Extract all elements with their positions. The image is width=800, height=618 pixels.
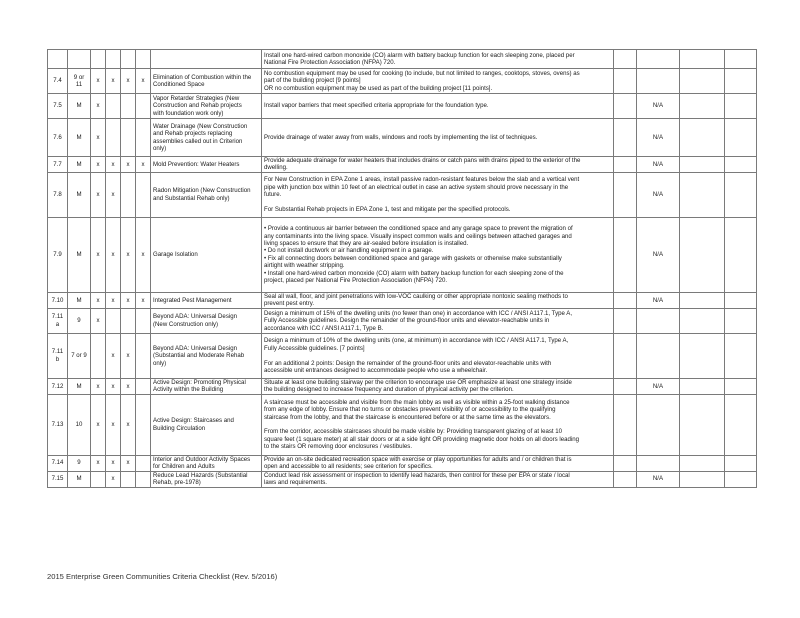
description-line: A staircase must be accessible and visible from the main lobby as well as visible within a 25-foot walking distance	[264, 398, 570, 406]
criterion-name	[151, 157, 262, 173]
not-applicable-cell	[637, 394, 680, 455]
description-line: laws and requirements.	[264, 479, 327, 487]
description-line: future.	[264, 191, 282, 199]
description-line: OR no combustion equipment may be used as part of the building project [11 points].	[264, 84, 493, 92]
description-line: Conduct lead risk assessment or inspection to identify lead hazards, then control for these per EPA or state / local	[264, 471, 570, 479]
checkbox-cell	[614, 308, 637, 333]
description-line: living spaces to ensure that they are air-sealed before insulation is installed.	[264, 240, 469, 247]
criterion-name-line: Radon Mitigation (New Construction	[153, 187, 251, 195]
applicability-mark	[91, 50, 106, 69]
points-value: 9	[68, 455, 91, 471]
description-line: National Fire Protection Association (NFPA) 720.	[264, 59, 396, 66]
applicability-mark: x	[91, 94, 106, 119]
notes-cell	[680, 172, 725, 217]
applicability-mark: x	[121, 394, 136, 455]
applicability-mark	[136, 455, 151, 471]
page-footer: 2015 Enterprise Green Communities Criteria Checklist (Rev. 5/2016)	[47, 572, 278, 581]
description-line: any contaminants into the living space. Visually inspect common walls and ceilings between attached garages and	[264, 232, 572, 240]
applicability-mark: x	[106, 157, 121, 173]
criterion-description	[262, 157, 614, 173]
criterion-number: 7.11 b	[48, 333, 68, 378]
applicability-mark	[136, 378, 151, 394]
criterion-name	[151, 308, 262, 333]
applicability-mark: x	[91, 292, 106, 308]
applicability-mark: x	[91, 172, 106, 217]
points-value: 9 or 11	[68, 69, 91, 94]
points-value	[68, 50, 91, 69]
notes-cell	[725, 69, 757, 94]
criterion-name-line: and Substantial Rehab only)	[153, 194, 230, 202]
description-line: dwelling.	[264, 164, 288, 172]
criterion-name	[151, 471, 262, 487]
criterion-name	[151, 378, 262, 394]
notes-cell	[725, 157, 757, 173]
description-line: Provide an on-site dedicated recreation space with exercise or play opportunities for adults and / or children that is	[264, 455, 572, 463]
checkbox-cell	[614, 378, 637, 394]
criteria-row	[48, 119, 757, 157]
criterion-number: 7.14	[48, 455, 68, 471]
applicability-mark	[121, 172, 136, 217]
criterion-name-line: Active Design: Promoting Physical	[153, 378, 246, 386]
applicability-mark	[106, 50, 121, 69]
applicability-mark: x	[91, 378, 106, 394]
applicability-mark: x	[91, 308, 106, 333]
criterion-name	[151, 172, 262, 217]
criterion-name-line: for Children and Adults	[153, 463, 215, 471]
not-applicable-cell: N/A	[637, 157, 680, 173]
applicability-mark: x	[106, 394, 121, 455]
notes-cell	[725, 50, 757, 69]
applicability-mark	[106, 119, 121, 157]
criterion-number: 7.10	[48, 292, 68, 308]
notes-cell	[725, 119, 757, 157]
applicability-mark	[106, 308, 121, 333]
criterion-number: 7.13	[48, 394, 68, 455]
description-line: staircase from the lobby, and that the staircase is encountered before or at the same time as the elevators.	[264, 413, 551, 421]
criterion-description	[262, 50, 614, 69]
description-line: airtight with weather stripping.	[264, 262, 345, 270]
criteria-row	[48, 157, 757, 173]
description-line: • Install one hard-wired carbon monoxide (CO) alarm with battery backup function for each sleeping zone of the	[264, 269, 564, 277]
points-value: 10	[68, 394, 91, 455]
criterion-name	[151, 455, 262, 471]
criteria-table-body	[48, 50, 757, 488]
description-line: For an additional 2 points: Design the remainder of the ground-floor units and elevator-reachable units with	[264, 359, 552, 367]
applicability-mark	[121, 94, 136, 119]
applicability-mark: x	[106, 378, 121, 394]
criterion-name-line: and Rehab projects replacing	[153, 130, 233, 138]
not-applicable-cell: N/A	[637, 378, 680, 394]
applicability-mark: x	[121, 69, 136, 94]
criterion-description	[262, 308, 614, 333]
description-line: project, placed per National Fire Protection Association (NFPA) 720.	[264, 277, 448, 285]
criterion-name-line: Interior and Outdoor Activity Spaces	[153, 455, 251, 463]
checkbox-cell	[614, 94, 637, 119]
checkbox-cell	[614, 157, 637, 173]
criterion-name-line: Rehab, pre-1978)	[153, 479, 201, 487]
criteria-row	[48, 455, 757, 471]
criterion-name	[151, 333, 262, 378]
criterion-name-line: Activity within the Building	[153, 386, 224, 394]
description-spacer	[264, 352, 611, 359]
criterion-number	[48, 50, 68, 69]
criteria-row	[48, 292, 757, 308]
criteria-row	[48, 333, 757, 378]
description-line: Provide drainage of water away from walls, windows and roofs by implementing the list of techniques.	[264, 133, 538, 141]
criterion-description	[262, 217, 614, 292]
applicability-mark: x	[136, 292, 151, 308]
criterion-name	[151, 69, 262, 94]
not-applicable-cell: N/A	[637, 292, 680, 308]
applicability-mark: x	[91, 455, 106, 471]
checkbox-cell	[614, 119, 637, 157]
notes-cell	[725, 394, 757, 455]
criterion-name-line: Construction and Rehab projects	[153, 102, 242, 110]
criterion-number: 7.11 a	[48, 308, 68, 333]
description-line: No combustion equipment may be used for cooking (to include, but not limited to ranges, cooktops, stoves, ovens) as	[264, 69, 580, 77]
not-applicable-cell: N/A	[637, 94, 680, 119]
notes-cell	[725, 455, 757, 471]
criterion-number: 7.8	[48, 172, 68, 217]
points-value: M	[68, 217, 91, 292]
description-line: accessible unit entrances designed to accommodate people who use a wheelchair.	[264, 366, 488, 374]
notes-cell	[725, 471, 757, 487]
applicability-mark	[121, 471, 136, 487]
criterion-name-line: Water Drainage (New Construction	[153, 122, 248, 130]
not-applicable-cell	[637, 50, 680, 69]
applicability-mark	[136, 94, 151, 119]
description-line: Situate at least one building stairway per the criterion to encourage use OR emphasize at least one strategy inside	[264, 378, 572, 386]
description-line: Design a minimum of 10% of the dwelling units (one, at minimum) in accordance with ICC / ANSI A117.1, Type A,	[264, 337, 569, 345]
applicability-mark: x	[136, 69, 151, 94]
criterion-name-line: (New Construction only)	[153, 320, 219, 328]
description-line: open and accessible to all residents; see criterion for specifics.	[264, 463, 433, 471]
criterion-description	[262, 172, 614, 217]
criterion-number: 7.15	[48, 471, 68, 487]
applicability-mark: x	[91, 394, 106, 455]
points-value: M	[68, 157, 91, 173]
notes-cell	[680, 378, 725, 394]
criterion-name-line: with foundation work only)	[153, 109, 224, 117]
applicability-mark	[136, 471, 151, 487]
applicability-mark: x	[121, 333, 136, 378]
checkbox-cell	[614, 217, 637, 292]
points-value: 9	[68, 308, 91, 333]
description-line: Design a minimum of 15% of the dwelling units (no fewer than one) in accordance with ICC / ANSI A117.1, Type A,	[264, 309, 573, 317]
description-line: Fully Accessible guidelines. [7 points]	[264, 344, 365, 352]
criterion-name-line: Mold Prevention: Water Heaters	[153, 160, 240, 168]
criterion-description	[262, 292, 614, 308]
criterion-name-line: only)	[153, 359, 167, 367]
description-line: For Substantial Rehab projects in EPA Zone 1, test and mitigate per the specified protocols.	[264, 206, 511, 214]
not-applicable-cell: N/A	[637, 119, 680, 157]
notes-cell	[725, 378, 757, 394]
notes-cell	[680, 94, 725, 119]
description-line: part of the building project [9 points]	[264, 77, 361, 85]
checkbox-cell	[614, 333, 637, 378]
criterion-number: 7.6	[48, 119, 68, 157]
description-line: prevent pest entry.	[264, 300, 315, 308]
criterion-name-line: Conditioned Space	[153, 81, 205, 88]
description-line: Fully Accessible guidelines. Design the remainder of the ground-floor units and elevator-reachable units in	[264, 317, 550, 325]
applicability-mark: x	[106, 471, 121, 487]
description-line: Install one hard-wired carbon monoxide (CO) alarm with battery backup function for each sleeping zone, placed per	[264, 51, 575, 59]
applicability-mark: x	[106, 69, 121, 94]
applicability-mark	[136, 119, 151, 157]
description-line: • Fix all connecting doors between conditioned space and garage with gaskets or otherwise make substantially	[264, 254, 562, 262]
criteria-table	[47, 49, 757, 488]
applicability-mark: x	[136, 157, 151, 173]
not-applicable-cell	[637, 308, 680, 333]
description-line: • Provide a continuous air barrier between the conditioned space and any garage space to prevent the migration of	[264, 225, 573, 233]
notes-cell	[680, 455, 725, 471]
description-line: Install vapor barriers that meet specified criteria appropriate for the foundation type.	[264, 102, 489, 110]
applicability-mark	[106, 94, 121, 119]
notes-cell	[725, 308, 757, 333]
criteria-row	[48, 94, 757, 119]
checkbox-cell	[614, 172, 637, 217]
criterion-number: 7.5	[48, 94, 68, 119]
criterion-name-line: Garage Isolation	[153, 251, 198, 259]
notes-cell	[725, 94, 757, 119]
notes-cell	[680, 50, 725, 69]
applicability-mark: x	[91, 119, 106, 157]
description-line: from any edge of lobby. Ensure that no turns or obstacles prevent visibility of or accessibility to the qualifying	[264, 406, 556, 414]
points-value: M	[68, 292, 91, 308]
notes-cell	[680, 119, 725, 157]
applicability-mark	[136, 50, 151, 69]
points-value: 7 or 9	[68, 333, 91, 378]
points-value: M	[68, 172, 91, 217]
applicability-mark: x	[106, 292, 121, 308]
notes-cell	[680, 69, 725, 94]
notes-cell	[680, 333, 725, 378]
criteria-row	[48, 217, 757, 292]
criterion-name-line: Elimination of Combustion within the	[153, 73, 252, 81]
criteria-row	[48, 308, 757, 333]
criterion-number: 7.9	[48, 217, 68, 292]
notes-cell	[680, 471, 725, 487]
description-line: Provide adequate drainage for water heaters that includes drains or catch pans with drains piped to the exterior of the	[264, 157, 581, 164]
notes-cell	[725, 333, 757, 378]
criteria-row	[48, 172, 757, 217]
criterion-name	[151, 292, 262, 308]
applicability-mark	[136, 333, 151, 378]
description-line: Seal all wall, floor, and joint penetrations with low-VOC caulking or other appropriate nontoxic sealing methods to	[264, 292, 568, 300]
checkbox-cell	[614, 471, 637, 487]
notes-cell	[680, 292, 725, 308]
notes-cell	[725, 172, 757, 217]
description-spacer	[264, 421, 611, 428]
criterion-name	[151, 394, 262, 455]
applicability-mark: x	[91, 69, 106, 94]
notes-cell	[680, 308, 725, 333]
criterion-description	[262, 455, 614, 471]
applicability-mark: x	[91, 217, 106, 292]
criterion-description	[262, 69, 614, 94]
criterion-name-line: Beyond ADA: Universal Design	[153, 313, 237, 321]
applicability-mark: x	[106, 333, 121, 378]
criterion-name-line: Beyond ADA: Universal Design	[153, 344, 237, 352]
applicability-mark: x	[121, 378, 136, 394]
criterion-number: 7.12	[48, 378, 68, 394]
applicability-mark: x	[106, 172, 121, 217]
not-applicable-cell	[637, 455, 680, 471]
applicability-mark	[136, 308, 151, 333]
applicability-mark	[121, 308, 136, 333]
criteria-row	[48, 471, 757, 487]
description-spacer	[264, 199, 611, 206]
description-line: square feet (1 square meter) at all stair doors or at a side light OR providing magnetic door holds on all doors leading	[264, 435, 580, 443]
checkbox-cell	[614, 394, 637, 455]
not-applicable-cell	[637, 333, 680, 378]
criterion-name	[151, 217, 262, 292]
applicability-mark: x	[136, 217, 151, 292]
criterion-number: 7.7	[48, 157, 68, 173]
applicability-mark: x	[106, 455, 121, 471]
applicability-mark: x	[121, 455, 136, 471]
applicability-mark: x	[121, 217, 136, 292]
criterion-number: 7.4	[48, 69, 68, 94]
applicability-mark: x	[106, 217, 121, 292]
notes-cell	[725, 292, 757, 308]
points-value: M	[68, 119, 91, 157]
not-applicable-cell: N/A	[637, 217, 680, 292]
applicability-mark: x	[91, 157, 106, 173]
applicability-mark	[136, 394, 151, 455]
applicability-mark	[91, 333, 106, 378]
checkbox-cell	[614, 69, 637, 94]
criterion-name-line: Reduce Lead Hazards (Substantial	[153, 471, 248, 479]
description-line: pipe with junction box within 10 feet of an electrical outlet in case an active system should prove necessary in the	[264, 183, 569, 191]
not-applicable-cell: N/A	[637, 471, 680, 487]
notes-cell	[680, 217, 725, 292]
notes-cell	[680, 157, 725, 173]
description-line: the building designed to increase frequency and duration of physical activity per the criterion.	[264, 386, 514, 394]
criterion-description	[262, 394, 614, 455]
applicability-mark: x	[121, 292, 136, 308]
applicability-mark	[121, 119, 136, 157]
criterion-name	[151, 50, 262, 69]
description-line: accordance with ICC / ANSI A117.1, Type B.	[264, 324, 384, 332]
points-value: M	[68, 378, 91, 394]
criteria-row	[48, 69, 757, 94]
points-value: M	[68, 94, 91, 119]
criterion-name-line: only)	[153, 144, 167, 152]
notes-cell	[680, 394, 725, 455]
description-line: From the corridor, accessible staircases should be made visible by: Providing transparent glazing of at least 10	[264, 428, 563, 436]
criterion-name	[151, 94, 262, 119]
criteria-row	[48, 378, 757, 394]
criterion-description	[262, 333, 614, 378]
criterion-name-line: Integrated Pest Management	[153, 296, 232, 304]
criterion-description	[262, 378, 614, 394]
criterion-name-line: assemblies called out in Criterion	[153, 137, 243, 145]
criterion-name-line: Building Circulation	[153, 424, 206, 432]
criterion-name-line: Vapor Retarder Strategies (New	[153, 94, 240, 102]
applicability-mark	[121, 50, 136, 69]
criterion-description	[262, 119, 614, 157]
not-applicable-cell	[637, 69, 680, 94]
applicability-mark	[91, 471, 106, 487]
criterion-name-line: Active Design: Staircases and	[153, 417, 234, 425]
description-line: For New Construction in EPA Zone 1 areas, install passive radon-resistant features below the slab and a vertical vent	[264, 176, 580, 184]
criteria-row	[48, 50, 757, 69]
checkbox-cell	[614, 455, 637, 471]
description-line: • Do not install ductwork or air handling equipment in a garage.	[264, 247, 434, 255]
criterion-name-line: (Substantial and Moderate Rehab	[153, 352, 245, 360]
criterion-description	[262, 471, 614, 487]
criterion-name	[151, 119, 262, 157]
applicability-mark	[136, 172, 151, 217]
checkbox-cell	[614, 50, 637, 69]
notes-cell	[725, 217, 757, 292]
not-applicable-cell: N/A	[637, 172, 680, 217]
criteria-row	[48, 394, 757, 455]
criterion-description	[262, 94, 614, 119]
checkbox-cell	[614, 292, 637, 308]
points-value: M	[68, 471, 91, 487]
description-line: to the stairs OR removing door enclosures / vestibules.	[264, 443, 413, 451]
applicability-mark: x	[121, 157, 136, 173]
